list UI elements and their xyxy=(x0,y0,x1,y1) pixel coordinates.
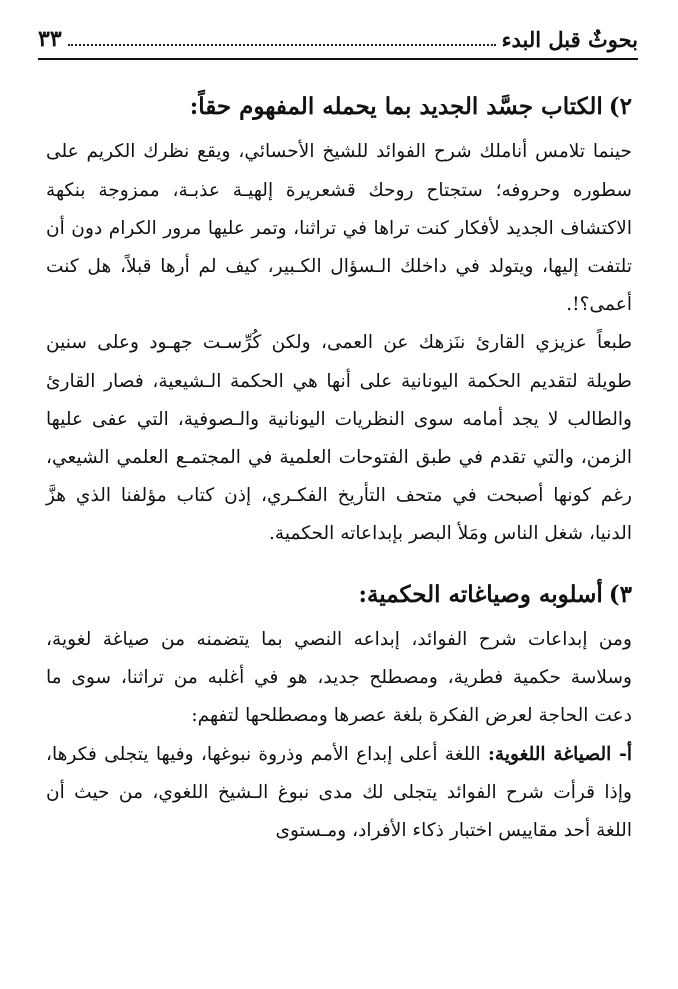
header-rule xyxy=(38,58,638,60)
spacer xyxy=(46,554,632,578)
section-heading xyxy=(46,578,632,611)
section-number: ٢) xyxy=(608,93,632,120)
paragraph: طبعاً عزيزي القارئ ننَزهك عن العمى، ولكن كُرِّسـت جهـود وعلى سنين طويلة لتقديم الحكمة اليونانية على أنها هي الحكمة الـشيعية، فصار القارئ والطالب لا يجد أمامه سوى النظريات اليونانية والـصوفية، التي عفى عليها الزمن، والتي تقدم في طبق الفتوحات العلمية في المجتمـع العلمي الشيعي، رغم كونها أصبحت في متحف التأريخ الفكـري، إذن كتاب مؤلفنا الذي هزَّ الدنيا، شغل الناس ومَلأ البصر بإبداعاته الحكمية. xyxy=(46,332,632,545)
leader-dots xyxy=(68,44,496,46)
section-title: أسلوبه وصياغاته الحكمية: xyxy=(358,580,603,608)
paragraph: حينما تلامس أناملك شرح الفوائد للشيخ الأحسائي، ويقع نظرك الكريم على سطوره وحروفه؛ ستجتاح روحك قشعريرة إلهيـة عذبـة، ممزوجة بنكهة الاكتشاف الجديد لأفكار كنت تراها في تراثنا، وتمر عليها مرور الكرام دون أن تلتفت إليها، ويتولد في داخلك الـسؤال الكـبير، كيف لم أرها قبلاً، هل كنت أعمى؟!. xyxy=(46,141,632,316)
paragraph: ومن إبداعات شرح الفوائد، إبداعه النصي بما يتضمنه من صياغة لغوية، وسلاسة حكمية فطرية، ومصطلح جديد، هو في أغلبه من تراثنا، سوى ما دعت الحاجة لعرض الفكرة بلغة عصرها ومصطلحها لتفهم: xyxy=(46,628,632,727)
section-number: ٣) xyxy=(608,580,632,608)
list-item-paragraph xyxy=(46,736,632,851)
running-title: بحوثٌ قبل البدء xyxy=(501,27,638,52)
item-text: اللغة أعلى إبداع الأمم وذروة نبوغها، وفيها يتجلى فكرها، وإذا قرأت شرح الفوائد يتجلى لك مدى نبوغ الـشيخ اللغوي، من حيث أن اللغة أحد مقاييس اختبار ذكاء الأفراد، ومـستوى xyxy=(46,743,632,841)
section-title: الكتاب جسَّد الجديد بما يحمله المفهوم حقاً: xyxy=(189,93,603,120)
page-body xyxy=(46,90,632,850)
page-number: ٣٣ xyxy=(38,26,62,52)
page-header xyxy=(38,14,638,50)
section-heading xyxy=(46,90,632,123)
item-lead: أ- الصياغة اللغوية: xyxy=(487,743,633,765)
